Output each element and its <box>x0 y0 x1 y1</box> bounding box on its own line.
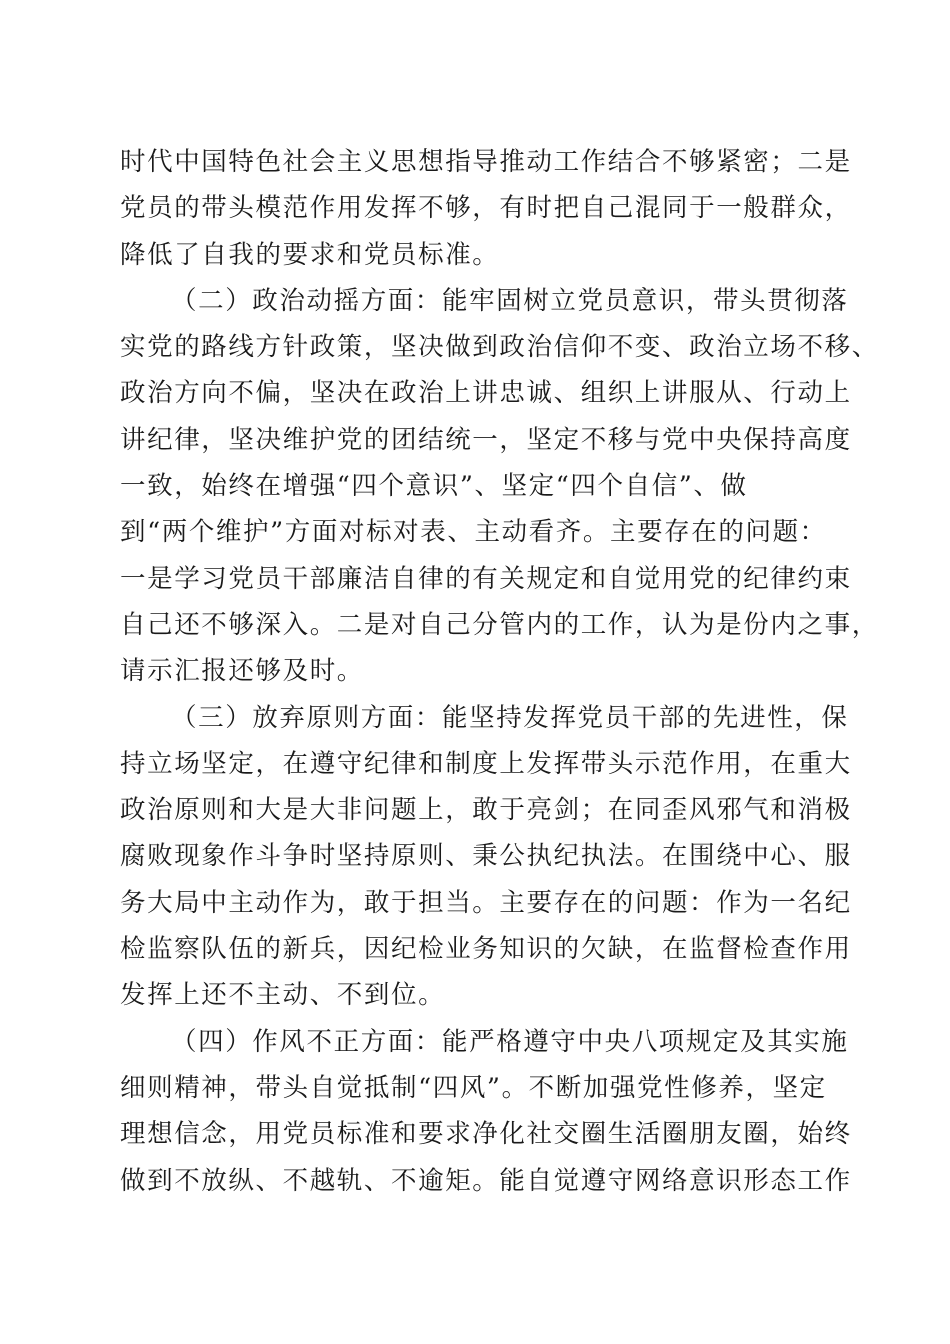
text-line: 务大局中主动作为，敢于担当。主要存在的问题：作为一名纪 <box>120 887 852 918</box>
text-line: 自己还不够深入。二是对自己分管内的工作，认为是份内之事， <box>120 609 879 640</box>
paragraph-improper-conduct <box>120 1019 852 1204</box>
text-line: 政治方向不偏，坚决在政治上讲忠诚、组织上讲服从、行动上 <box>120 378 852 409</box>
text-line: （四）作风不正方面：能严格遵守中央八项规定及其实施 <box>171 1026 849 1057</box>
text-line: 时代中国特色社会主义思想指导推动工作结合不够紧密；二是 <box>120 147 852 177</box>
text-line: 持立场坚定，在遵守纪律和制度上发挥带头示范作用，在重大 <box>120 748 852 779</box>
text-line: （二）政治动摇方面：能牢固树立党员意识，带头贯彻落 <box>171 285 849 316</box>
paragraph-abandoning-principles <box>120 695 852 1019</box>
text-line: （三）放弃原则方面：能坚持发挥党员干部的先进性，保 <box>171 702 849 733</box>
text-line: 理想信念，用党员标准和要求净化社交圈生活圈朋友圈，始终 <box>120 1119 852 1150</box>
text-line: 检监察队伍的新兵，因纪检业务知识的欠缺，在监督检查作用 <box>120 934 852 965</box>
text-line: 细则精神，带头自觉抵制“四风”。不断加强党性修养，坚定 <box>120 1072 827 1103</box>
text-line: 一致，始终在增强“四个意识”、坚定“四个自信”、做 <box>120 471 748 502</box>
text-line: 一是学习党员干部廉洁自律的有关规定和自觉用党的纪律约束 <box>120 563 852 594</box>
text-line: 降低了自我的要求和党员标准。 <box>120 239 500 270</box>
paragraph-continuation <box>120 139 852 278</box>
text-line: 党员的带头模范作用发挥不够，有时把自己混同于一般群众， <box>120 193 852 224</box>
text-line: 腐败现象作斗争时坚持原则、秉公执纪执法。在围绕中心、服 <box>120 841 852 872</box>
text-line: 做到不放纵、不越轨、不逾矩。能自觉遵守网络意识形态工作 <box>120 1165 852 1196</box>
text-line: 讲纪律，坚决维护党的团结统一，坚定不移与党中央保持高度 <box>120 424 852 455</box>
text-line: 政治原则和大是大非问题上，敢于亮剑；在同歪风邪气和消极 <box>120 795 852 826</box>
text-line: 到“两个维护”方面对标对表、主动看齐。主要存在的问题： <box>120 517 827 548</box>
text-line: 请示汇报还够及时。 <box>120 656 364 687</box>
text-line: 实党的路线方针政策，坚决做到政治信仰不变、政治立场不移、 <box>120 332 879 363</box>
paragraph-political-wavering <box>120 278 879 695</box>
text-line: 发挥上还不主动、不到位。 <box>120 980 446 1011</box>
document-page <box>120 139 879 1204</box>
